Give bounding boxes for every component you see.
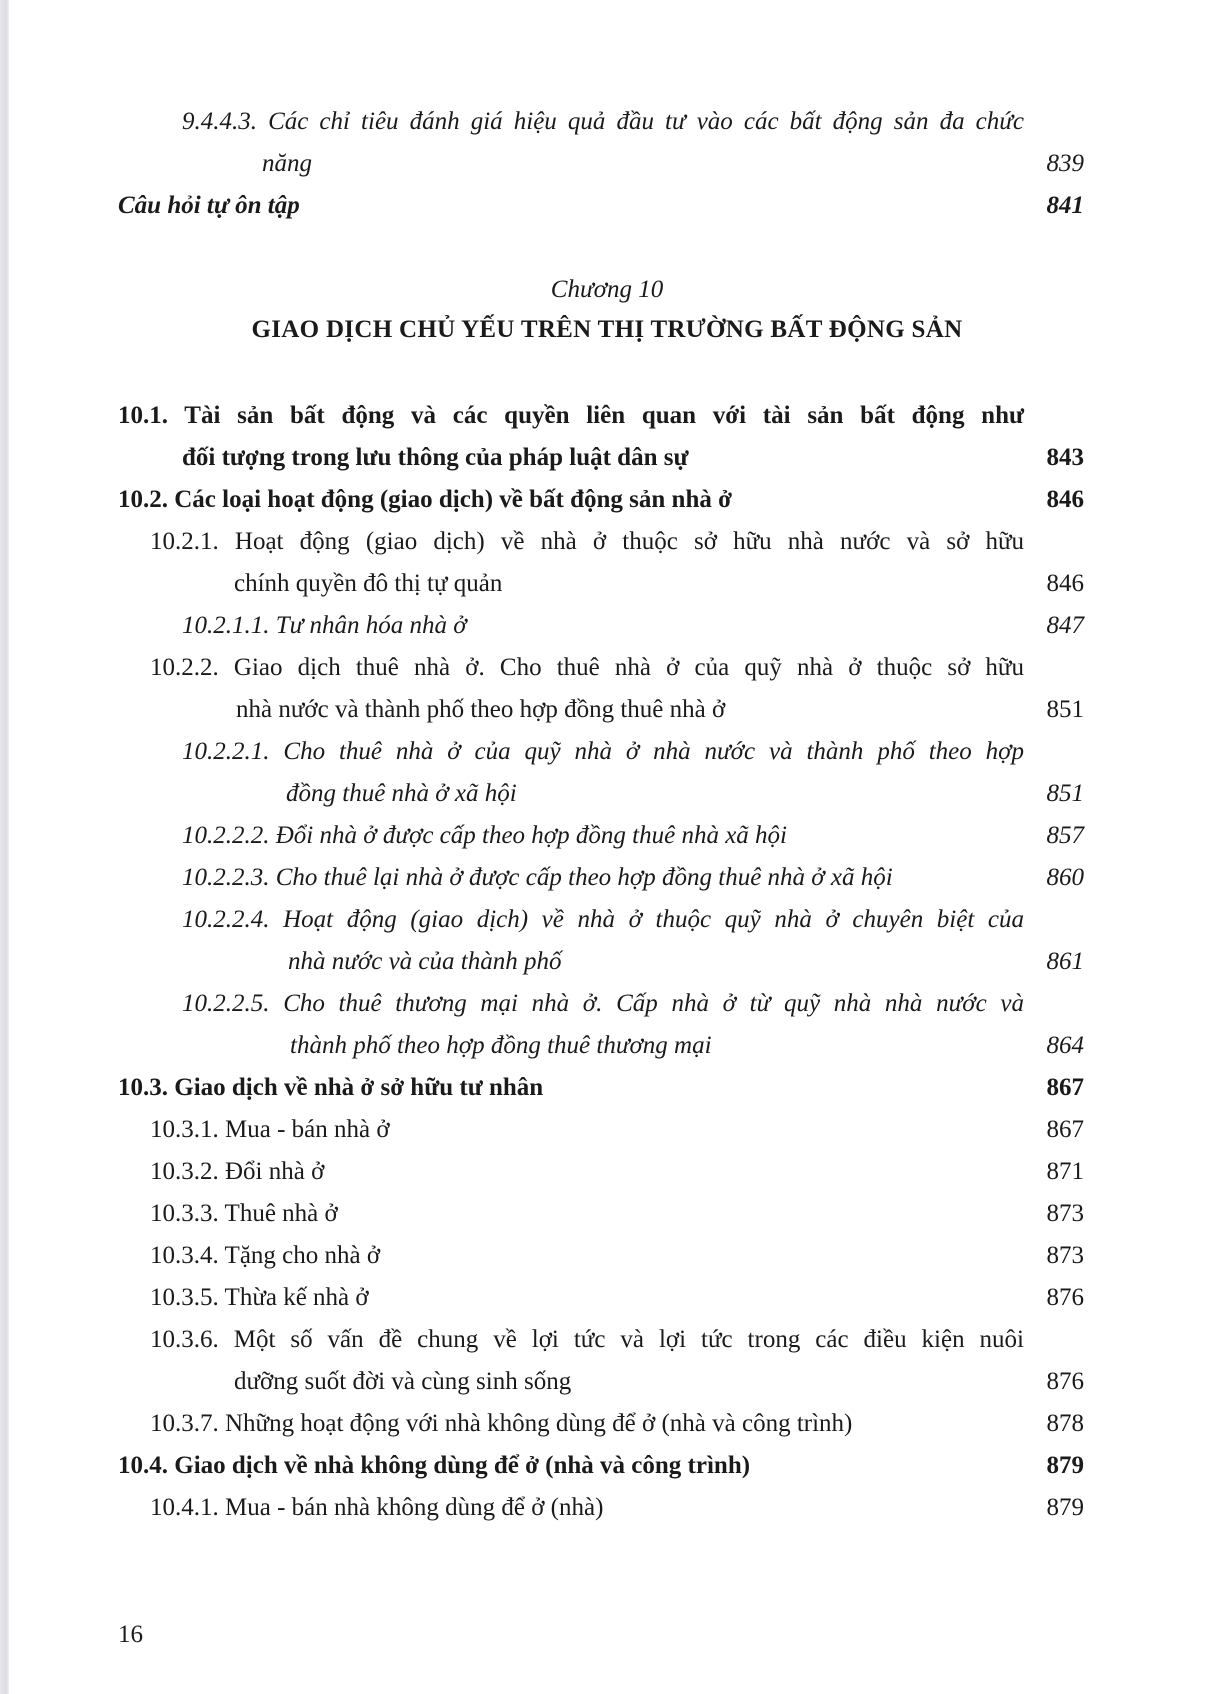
toc-entry-text: 9.4.4.3. Các chỉ tiêu đánh giá hiệu quả đầu tư vào các bất động sản đa chức — [182, 108, 1024, 135]
toc-entry-text: 10.2. Các loại hoạt động (giao dịch) về bất động sản nhà ở — [118, 486, 732, 513]
toc-entry — [0, 1277, 1214, 1319]
toc-entry — [0, 605, 1214, 647]
toc-entry — [0, 647, 1214, 689]
toc-entry-text: dưỡng suốt đời và cùng sinh sống — [234, 1368, 572, 1395]
toc-entry-text: 10.3.4. Tặng cho nhà ở — [150, 1242, 381, 1269]
toc-entry — [0, 521, 1214, 563]
toc-entry-text: 10.3.2. Đổi nhà ở — [150, 1158, 325, 1185]
toc-entry-text: 10.2.1.1. Tư nhân hóa nhà ở — [182, 612, 467, 639]
toc-entry — [0, 1361, 1214, 1403]
toc-entry — [0, 857, 1214, 899]
toc-entry — [0, 1445, 1214, 1487]
toc-entry — [0, 941, 1214, 983]
toc-entry — [0, 1067, 1214, 1109]
toc-entry — [0, 1487, 1214, 1529]
toc-entry-text: đồng thuê nhà ở xã hội — [286, 780, 517, 807]
toc-entry-page: 851 — [1046, 696, 1084, 723]
toc-entry — [0, 1319, 1214, 1361]
toc-entry — [0, 437, 1214, 479]
toc-entry-text: 10.2.1. Hoạt động (giao dịch) về nhà ở thuộc sở hữu nhà nước và sở hữu — [150, 528, 1024, 555]
toc-entry — [0, 185, 1214, 227]
toc-entry-page: 873 — [1046, 1242, 1084, 1269]
toc-entry — [0, 143, 1214, 185]
toc-entry — [0, 479, 1214, 521]
toc-entry-page: 873 — [1046, 1200, 1084, 1227]
toc-entry — [0, 1403, 1214, 1445]
toc-entry-text: nhà nước và thành phố theo hợp đồng thuê nhà ở — [236, 696, 726, 723]
toc-entry-text: đối tượng trong lưu thông của pháp luật dân sự — [182, 444, 689, 471]
toc-entry-page: 861 — [1046, 948, 1084, 975]
toc-entry-text: 10.3.5. Thừa kế nhà ở — [150, 1284, 369, 1311]
toc-entry-page: 846 — [1046, 486, 1084, 513]
page-number: 16 — [118, 1621, 143, 1648]
toc-entry-text: 10.4. Giao dịch về nhà không dùng để ở (nhà và công trình) — [118, 1452, 751, 1479]
toc-entry-page: 847 — [1046, 612, 1084, 639]
toc-entry — [0, 1109, 1214, 1151]
toc-entry-text: 10.2.2.4. Hoạt động (giao dịch) về nhà ở thuộc quỹ nhà ở chuyên biệt của — [182, 906, 1024, 933]
toc-entry-text: 10.3.3. Thuê nhà ở — [150, 1200, 338, 1227]
toc-entry — [0, 1235, 1214, 1277]
toc-entry-page: 841 — [1046, 192, 1084, 219]
toc-entry-text: chính quyền đô thị tự quản — [234, 570, 503, 597]
toc-entry-text: 10.2.2.1. Cho thuê nhà ở của quỹ nhà ở nhà nước và thành phố theo hợp — [182, 738, 1024, 765]
toc-entry — [0, 983, 1214, 1025]
toc-entry-text: 10.2.2.3. Cho thuê lại nhà ở được cấp theo hợp đồng thuê nhà ở xã hội — [182, 864, 893, 891]
toc-entry-page: 879 — [1046, 1494, 1084, 1521]
toc-entry-text: 10.3.7. Những hoạt động với nhà không dùng để ở (nhà và công trình) — [150, 1410, 853, 1437]
toc-entry-page: 843 — [1046, 444, 1084, 471]
toc-entry-text: nhà nước và của thành phố — [288, 948, 562, 975]
toc-entry — [0, 1193, 1214, 1235]
toc-entry-page: 879 — [1046, 1452, 1084, 1479]
chapter-title: GIAO DỊCH CHỦ YẾU TRÊN THỊ TRƯỜNG BẤT ĐỘNG SẢN — [251, 316, 963, 343]
toc-entry-text: Câu hỏi tự ôn tập — [118, 192, 300, 219]
toc-entry-page: 860 — [1046, 864, 1084, 891]
toc-entry-page: 867 — [1046, 1074, 1084, 1101]
toc-entry — [0, 689, 1214, 731]
toc-entry — [0, 815, 1214, 857]
toc-entry-text: thành phố theo hợp đồng thuê thương mại — [290, 1032, 712, 1059]
toc-entry-page: 871 — [1046, 1158, 1084, 1185]
toc-entry-page: 851 — [1046, 780, 1084, 807]
toc-entry-text: 10.3.1. Mua - bán nhà ở — [150, 1116, 390, 1143]
toc-entry-text: 10.2.2.2. Đổi nhà ở được cấp theo hợp đồng thuê nhà xã hội — [182, 822, 787, 849]
toc-entry-text: 10.2.2.5. Cho thuê thương mại nhà ở. Cấp nhà ở từ quỹ nhà nhà nước và — [182, 990, 1024, 1017]
toc-entry-page: 846 — [1046, 570, 1084, 597]
toc-entry — [0, 563, 1214, 605]
toc-entry-text: 10.4.1. Mua - bán nhà không dùng để ở (nhà) — [150, 1494, 604, 1521]
toc-entry-page: 876 — [1046, 1284, 1084, 1311]
toc-entry-page: 878 — [1046, 1410, 1084, 1437]
toc-entry-text: 10.3.6. Một số vấn đề chung về lợi tức và lợi tức trong các điều kiện nuôi — [150, 1326, 1024, 1353]
toc-entry-text: năng — [262, 150, 312, 177]
toc-entry — [0, 773, 1214, 815]
toc-entry-page: 876 — [1046, 1368, 1084, 1395]
toc-entry — [0, 1025, 1214, 1067]
toc-entry-text: 10.3. Giao dịch về nhà ở sở hữu tư nhân — [118, 1074, 544, 1101]
toc-entry-page: 864 — [1046, 1032, 1084, 1059]
toc-entry — [0, 899, 1214, 941]
toc-entry — [0, 101, 1214, 143]
toc-entry — [0, 731, 1214, 773]
toc-entry-page: 857 — [1046, 822, 1084, 849]
toc-entry-text: 10.1. Tài sản bất động và các quyền liên quan với tài sản bất động như — [118, 402, 1024, 429]
toc-entry-text: 10.2.2. Giao dịch thuê nhà ở. Cho thuê nhà ở của quỹ nhà ở thuộc sở hữu — [150, 654, 1024, 681]
toc-entry — [0, 1151, 1214, 1193]
chapter-label: Chương 10 — [550, 276, 664, 303]
toc-entry-page: 839 — [1046, 150, 1084, 177]
toc-entry — [0, 395, 1214, 437]
toc-entry-page: 867 — [1046, 1116, 1084, 1143]
